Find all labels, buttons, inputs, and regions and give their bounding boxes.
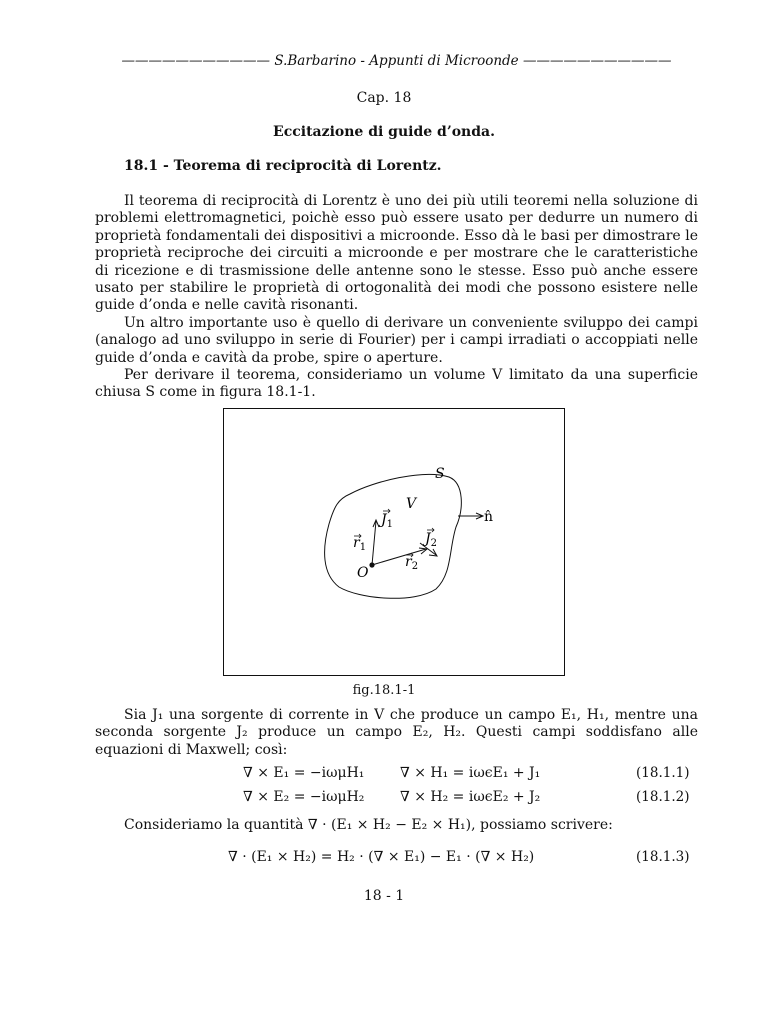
origin-point [369, 562, 374, 567]
equation-3-number: (18.1.3) [636, 849, 690, 865]
figure-caption: fig.18.1-1 [352, 683, 416, 698]
consider-text: Consideriamo la quantità ∇ · (E₁ × H₂ − E₂ × H₁), possiamo scrivere: [124, 817, 613, 833]
label-r2-main: r [405, 554, 412, 570]
paragraph-3: Per derivare il teorema, consideriamo un volume V limitato da una superficie chiusa S come in figura 18.1-1. [95, 367, 698, 401]
closed-surface-outline [325, 474, 462, 598]
section-title: 18.1 - Teorema di reciprocità di Lorentz. [124, 158, 442, 174]
figure-diagram [224, 409, 564, 675]
paragraph-after-figure: Sia J₁ una sorgente di corrente in V che produce un campo E₁, H₁, mentre una seconda sorgente J₂ produce un campo E₂, H₂. Questi campi soddisfano alle equazioni di Maxwell; così: [95, 707, 698, 758]
figure-box [223, 408, 565, 676]
label-J2 [422, 531, 437, 549]
label-V: V [406, 496, 417, 512]
label-O: O [357, 565, 369, 581]
label-S: S [435, 466, 445, 482]
equation-2-left: ∇ × E₂ = −iωμH₂ [243, 789, 365, 805]
equation-1-left: ∇ × E₁ = −iωμH₁ [243, 765, 365, 781]
equation-1-number: (18.1.1) [636, 765, 690, 781]
sources-text [95, 707, 698, 759]
chapter-title: Eccitazione di guide d’onda. [273, 124, 495, 140]
equation-1-right: ∇ × H₁ = iωϵE₁ + J₁ [400, 765, 541, 781]
label-J1-main: J [381, 512, 387, 528]
chapter-number: Cap. 18 [356, 90, 412, 106]
label-r2-sub: 2 [411, 561, 419, 572]
label-J2-sub: 2 [430, 538, 437, 549]
label-J1-sub: 1 [386, 519, 393, 530]
equation-2-right: ∇ × H₂ = iωϵE₂ + J₂ [400, 789, 541, 805]
label-J2-main: J [425, 531, 431, 547]
label-r1-sub: 1 [359, 542, 367, 553]
equation-2-number: (18.1.2) [636, 789, 690, 805]
label-r1-main: r [353, 535, 360, 551]
equation-3: ∇ · (E₁ × H₂) = H₂ · (∇ × E₁) − E₁ · (∇ × H₂) [228, 849, 535, 865]
running-header: ——————————— S.Barbarino - Appunti di Microonde ——————————— [121, 53, 672, 69]
paragraph-1: Il teorema di reciprocità di Lorentz è uno dei più utili teoremi nella soluzione di problemi elettromagnetici, poichè esso può essere usato per dedurre un numero di proprietà fondamentali dei dispositivi a microonde. Esso dà le basi per dimostrare le proprietà reciproche dei circuiti a microonde e per mostrare che le caratteristiche di ricezione e di trasmissione delle antenne sono le stesse. Esso può anche essere usato per stabilire le proprietà di ortogonalità dei modi che possono esistere nelle guide d’onda e nelle cavità risonanti. [95, 193, 698, 314]
r1-vector [372, 521, 376, 565]
intro-text [95, 193, 698, 402]
label-J1 [378, 512, 393, 530]
paragraph-2: Un altro importante uso è quello di derivare un conveniente sviluppo dei campi (analogo ad uno sviluppo in serie di Fourier) per i campi irradiati o accoppiati nelle guide d’onda e cavità da probe, spire o aperture. [95, 314, 698, 366]
page-number: 18 - 1 [363, 888, 405, 904]
label-n: n̂ [484, 509, 494, 525]
